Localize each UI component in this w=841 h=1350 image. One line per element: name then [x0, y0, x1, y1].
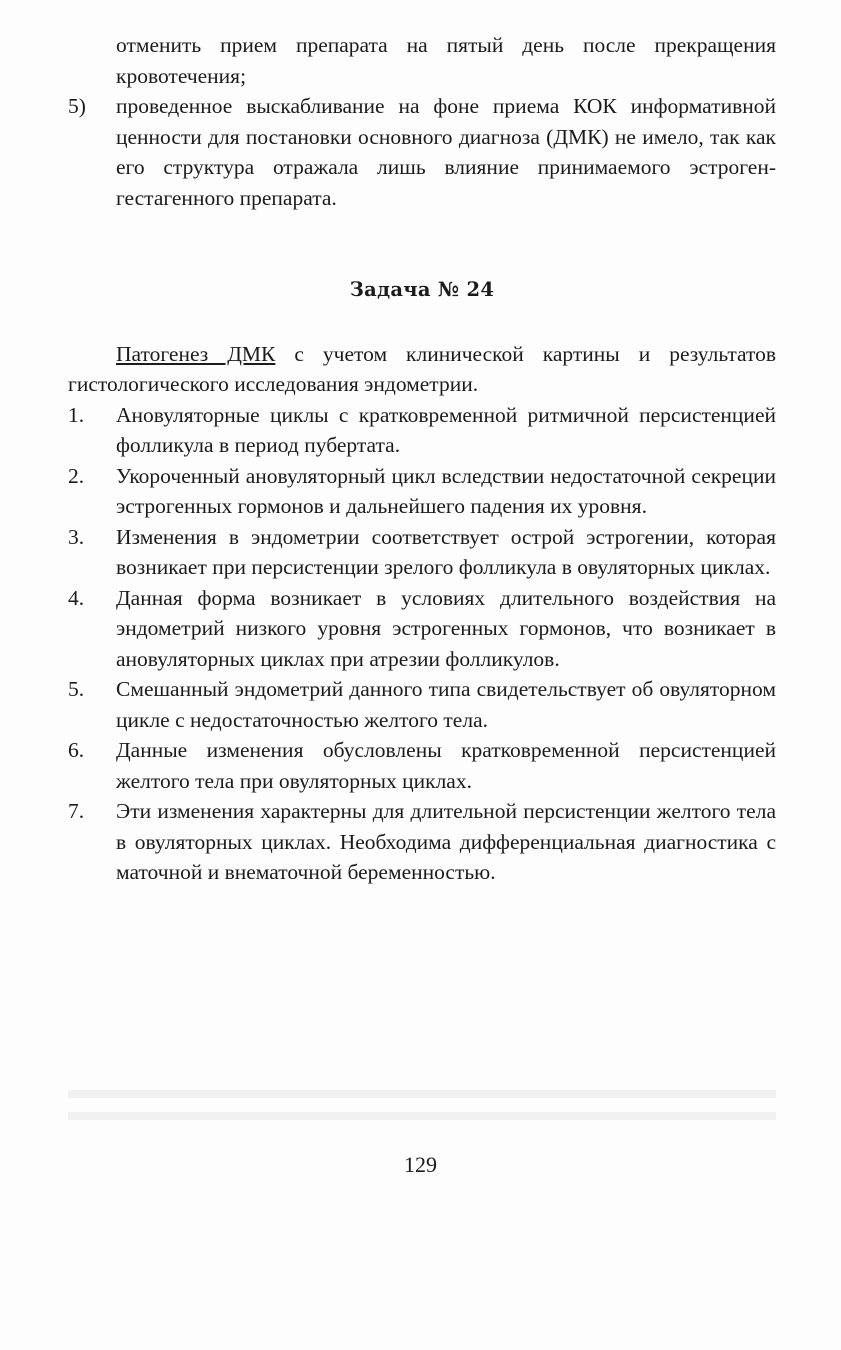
list-item — [68, 522, 776, 583]
list-item-number: 6. — [68, 738, 85, 762]
intro-underlined-term: Патогенез ДМК — [116, 341, 276, 366]
list-item — [68, 400, 776, 461]
list-item-text: Изменения в эндометрии соответствует острой эстрогении, которая возникает при персистенции зрелого фолликула в овуляторных циклах. — [116, 524, 776, 579]
list-item-number: 1. — [68, 402, 85, 427]
list-item-text: Укороченный ановуляторный цикл вследствии недостаточной секреции эстрогенных гормонов и дальнейшего падения их уровня. — [116, 463, 776, 518]
list-item-text: Смешанный эндометрий данного типа свидетельствует об овуляторном цикле с недостаточностью желтого тела. — [116, 677, 776, 732]
previous-item-continuation: отменить прием препарата на пятый день после прекращения кровотечения; — [116, 33, 776, 88]
list-item-text: Ановуляторные циклы с кратковременной ритмичной персистенцией фолликула в период пубертата. — [116, 402, 776, 457]
answer-list — [68, 400, 776, 888]
list-item — [68, 583, 776, 675]
list-item — [68, 735, 776, 796]
list-item — [68, 461, 776, 522]
list-item-number: 5. — [68, 677, 85, 701]
task-heading: Задача № 24 — [349, 278, 495, 301]
intro-text: с учетом клинической картины и результатов гистологического исследования эндометрии. — [68, 341, 776, 396]
list-item-number: 2. — [68, 463, 85, 488]
list-item-number: 4. — [68, 585, 85, 610]
show-through-shadow — [68, 1090, 776, 1098]
list-item — [68, 674, 776, 735]
list-item-number: 7. — [68, 799, 85, 823]
list-item-text: проведенное выскабливание на фоне приема КОК информативной ценности для постановки основного диагноза (ДМК) не имело, так как его структура отражала лишь влияние принимаемого эстроген-гестагенного препарата. — [116, 94, 776, 210]
list-item-number: 5) — [68, 94, 86, 118]
task-intro — [68, 339, 776, 400]
list-item-text: Данная форма возникает в условиях длительного воздействия на эндометрий низкого уровня эстрогенных гормонов, что возникает в ановуляторных циклах при атрезии фолликулов. — [116, 585, 776, 671]
list-item-text: Эти изменения характерны для длительной персистенции желтого тела в овуляторных циклах. Необходима дифференциальная диагностика с маточной и внематочной беременностью. — [116, 799, 776, 884]
page-number: 129 — [404, 1152, 437, 1177]
show-through-shadow — [68, 1112, 776, 1120]
list-item-text: Данные изменения обусловлены кратковременной персистенцией желтого тела при овуляторных циклах. — [116, 738, 776, 793]
list-item — [68, 796, 776, 888]
list-item-number: 3. — [68, 524, 85, 549]
previous-list-item-5 — [68, 91, 776, 213]
page-text — [68, 30, 776, 888]
